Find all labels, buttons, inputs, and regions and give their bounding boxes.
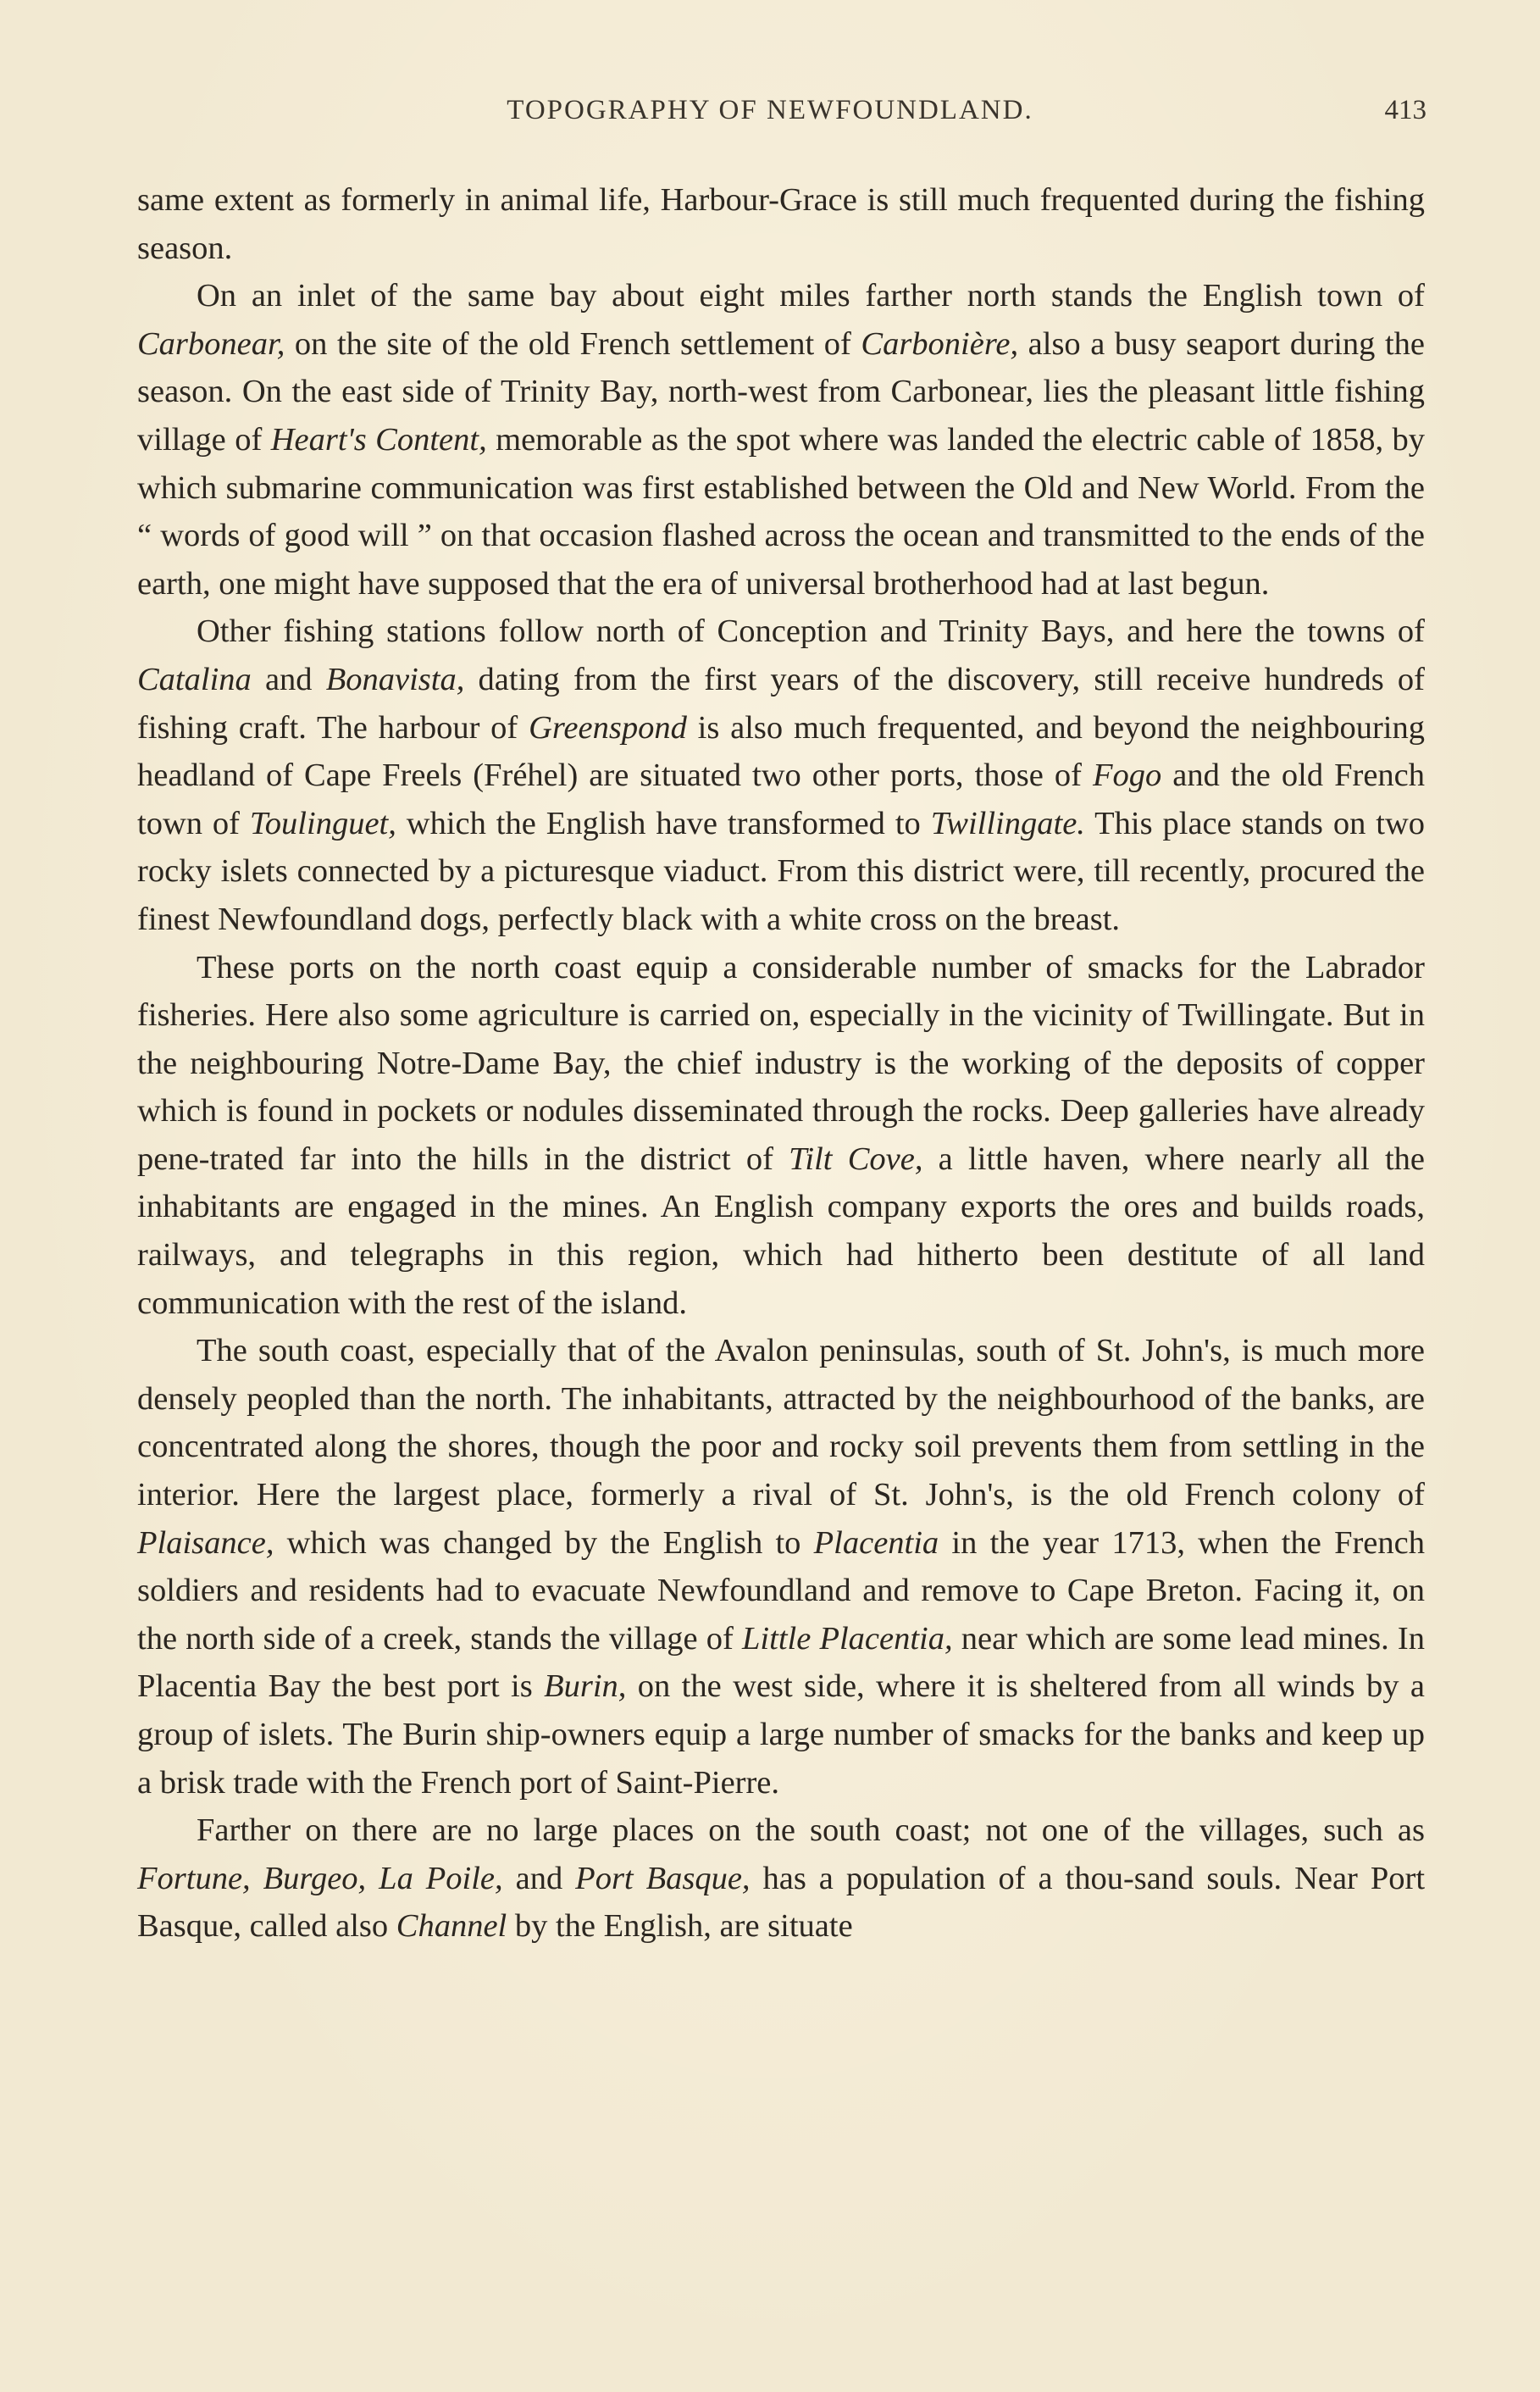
text-run: The south coast, especially that of the Avalon peninsulas, south of St. John's, is much more densely peopled than the north. The inhabitants, attracted by the neighbourhood of the banks, are concentrated along the shores, though the poor and rocky soil prevents them from settling in the interior. Here the largest place, formerly a rival of St. John's, is the old French colony of	[137, 1333, 1425, 1513]
text-run	[366, 1861, 379, 1896]
place-name: Port Basque,	[575, 1860, 751, 1896]
text-run: This place stands on two rocky islets connected by a picturesque viaduct. From this district were, till recently, procured the finest Newfoundland dogs, perfectly black with a white cross on the breast.	[137, 805, 1425, 937]
place-name: Burgeo,	[263, 1860, 367, 1896]
paragraph-4	[137, 944, 1425, 1328]
place-name: Plaisance,	[137, 1524, 274, 1561]
text-run: and the old French town of	[137, 758, 1425, 841]
paragraph-5	[137, 1327, 1425, 1806]
place-name: Channel	[396, 1908, 507, 1945]
text-run: on the site of the old French settlement of	[285, 325, 861, 362]
place-name: Burin,	[544, 1668, 627, 1705]
place-name: Fogo	[1092, 758, 1162, 794]
text-run: memorable as the spot where was landed the electric cable of 1858, by which submarine communication was first established between the Old and New World. From the “ words of good will ” on that occasion flashed across the ocean and transmitted to the ends of the earth, one might have supposed that the era of universal brotherhood had at last begun.	[137, 421, 1426, 602]
place-name: Tilt Cove,	[789, 1141, 923, 1177]
place-name: Toulinguet,	[249, 805, 396, 841]
place-name: La Poile,	[379, 1860, 503, 1896]
body-text	[137, 176, 1425, 1951]
text-run: same extent as formerly in animal life, Harbour-Grace is still much frequented during the fishing season.	[137, 182, 1425, 266]
text-run: near which are some lead mines. In Placentia Bay the best port is	[137, 1620, 1426, 1705]
place-name: Carbonière,	[861, 325, 1019, 362]
place-name: Placentia	[813, 1524, 939, 1561]
place-name: Greenspond	[529, 709, 687, 746]
paragraph-6	[137, 1806, 1425, 1951]
text-run: by the English, are situate	[507, 1908, 853, 1945]
place-name: Heart's Content,	[270, 421, 487, 458]
text-run: Other fishing stations follow north of Conception and Trinity Bays, and here the towns of	[197, 613, 1425, 650]
text-run: is also much frequented, and beyond the neighbouring headland of Cape Freels (Fréhel) are situated two other ports, those of	[137, 709, 1425, 794]
place-name: Little Placentia,	[742, 1620, 953, 1657]
running-head: TOPOGRAPHY OF NEWFOUNDLAND.	[507, 95, 1033, 125]
text-run: and	[251, 661, 326, 697]
paragraph-3	[137, 608, 1425, 943]
paragraph-2	[137, 272, 1425, 608]
place-name: Bonavista,	[325, 661, 465, 697]
place-name: Fortune,	[137, 1860, 251, 1896]
place-name: Twillingate.	[930, 805, 1085, 841]
text-run: which the English have transformed to	[396, 805, 931, 841]
text-run: which was changed by the English to	[274, 1524, 814, 1561]
text-run: also a busy seaport during the season. On the east side of Trinity Bay, north-west from Carbonear, lies the pleasant little fishing village of	[137, 325, 1425, 458]
page-number: 413	[1384, 95, 1426, 125]
place-name: Catalina	[137, 661, 252, 697]
text-run: dating from the first years of the discovery, still receive hundreds of fishing craft. The harbour of	[137, 661, 1425, 746]
text-run: a little haven, where nearly all the inhabitants are engaged in the mines. An English company exports the ores and builds roads, railways, and telegraphs in this region, which had hitherto been destitute of all land communication with the rest of the island.	[137, 1141, 1425, 1321]
text-run: on the west side, where it is sheltered from all winds by a group of islets. The Burin ship-owners equip a large number of smacks for the banks and keep up a brisk trade with the French port of Saint-Pierre.	[137, 1668, 1425, 1801]
text-run: has a population of a thou-sand souls. Near Port Basque, called also	[137, 1860, 1426, 1945]
paragraph-1	[137, 176, 1425, 272]
text-run: Farther on there are no large places on the south coast; not one of the villages, such as	[197, 1812, 1425, 1849]
text-run: in the year 1713, when the French soldiers and residents had to evacuate Newfoundland and remove to Cape Breton. Facing it, on the north side of a creek, stands the village of	[137, 1524, 1425, 1657]
page-header	[0, 95, 1540, 137]
text-run: and	[502, 1860, 576, 1896]
text-run: These ports on the north coast equip a considerable number of smacks for the Labrador fisheries. Here also some agriculture is carried on, especially in the vicinity of Twillingate. But in the neighbouring Notre-Dame Bay, the chief industry is the working of the deposits of copper which is found in pockets or nodules disseminated through the rocks. Deep galleries have already pene-trated far into the hills in the district of	[137, 949, 1425, 1177]
text-run	[251, 1861, 263, 1896]
place-name: Carbonear,	[137, 325, 285, 362]
text-run: On an inlet of the same bay about eight miles farther north stands the English town of	[197, 278, 1425, 314]
